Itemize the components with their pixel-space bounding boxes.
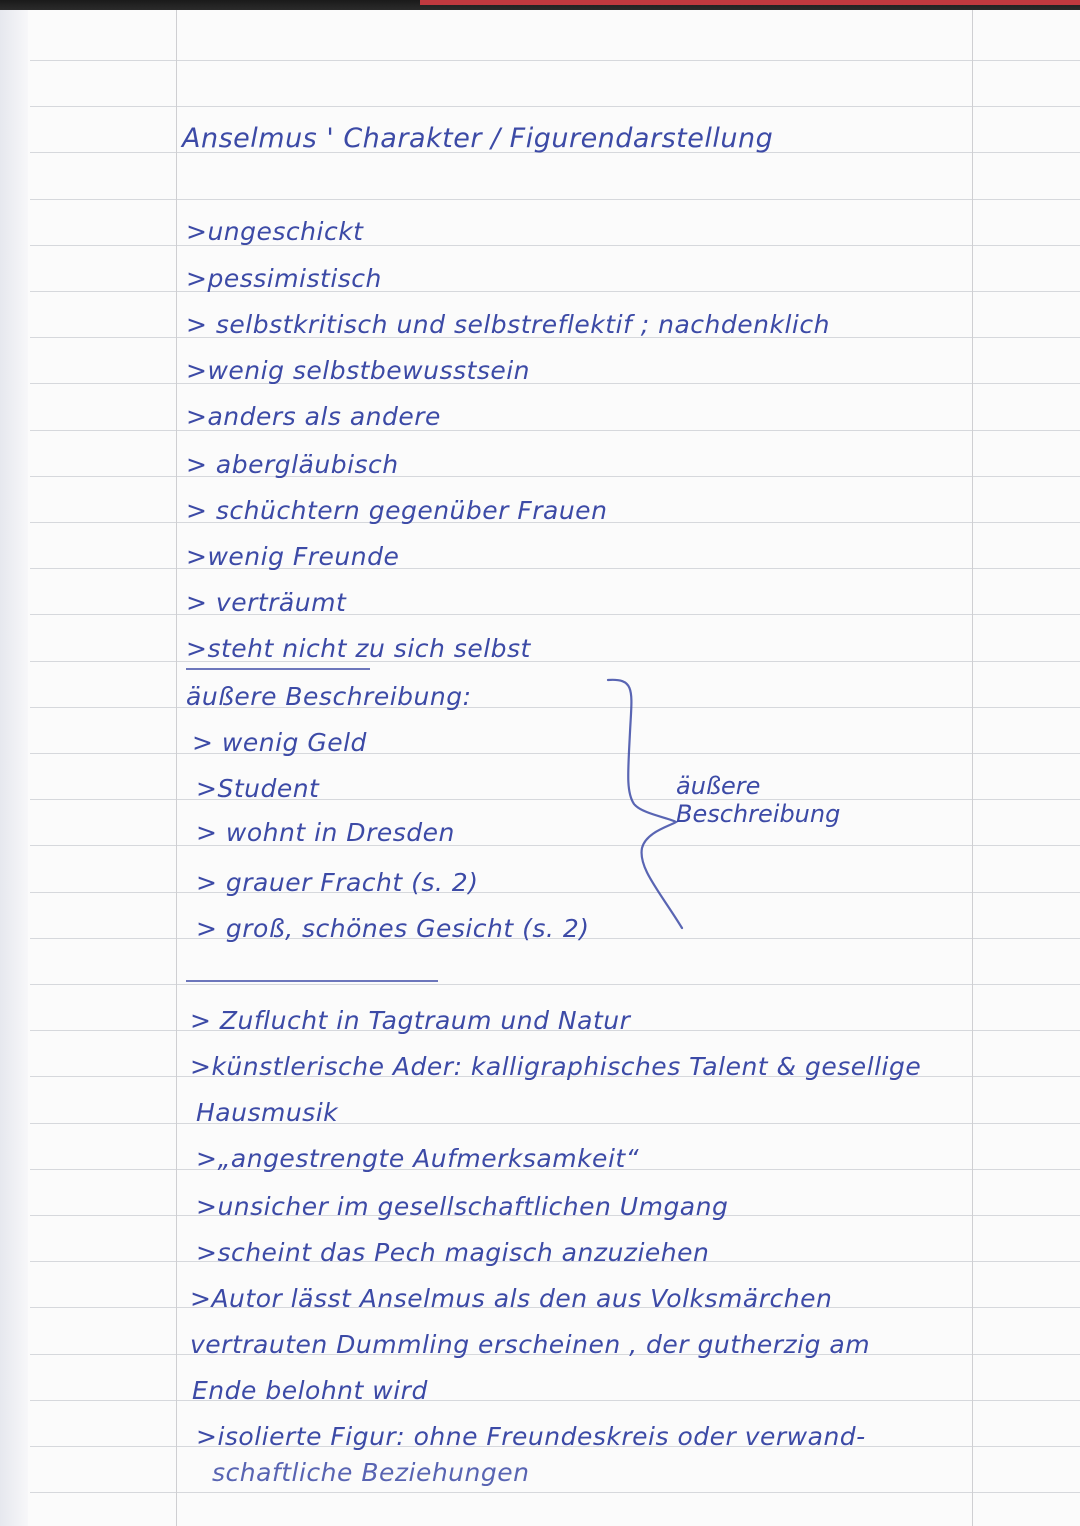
- trait-item: >steht nicht zu sich selbst: [186, 634, 531, 663]
- trait-item: >wenig Freunde: [186, 542, 400, 571]
- ruled-line: [30, 753, 1080, 754]
- note-item: > Zuflucht in Tagtraum und Natur: [190, 1006, 631, 1035]
- note-item: schaftliche Beziehungen: [212, 1458, 530, 1487]
- ruled-line: [30, 892, 1080, 893]
- trait-item: >anders als andere: [186, 402, 441, 431]
- note-item: Ende belohnt wird: [192, 1376, 428, 1405]
- ruled-line: [30, 1400, 1080, 1401]
- scan-top-edge: [0, 0, 1080, 10]
- note-item: vertrauten Dummling erscheinen , der gutherzig am: [190, 1330, 871, 1359]
- ruled-line: [30, 60, 1080, 61]
- trait-item: > selbstkritisch und selbstreflektif ; nachdenklich: [186, 310, 830, 339]
- left-margin-line: [176, 10, 177, 1526]
- ruled-line: [30, 799, 1080, 800]
- right-margin-line: [972, 10, 973, 1526]
- scan-top-red-edge: [420, 0, 1080, 5]
- trait-item: > abergläubisch: [186, 450, 399, 479]
- page-title: Anselmus ' Charakter / Figurendarstellung: [182, 123, 774, 154]
- page-left-edge: [0, 10, 28, 1526]
- note-item: >unsicher im gesellschaftlichen Umgang: [196, 1192, 729, 1221]
- section-heading-outer: äußere Beschreibung:: [186, 682, 472, 711]
- note-item: >künstlerische Ader: kalligraphisches Talent & gesellige: [190, 1052, 922, 1081]
- note-item: Hausmusik: [196, 1098, 339, 1127]
- ruled-line: [30, 845, 1080, 846]
- outer-item: > wohnt in Dresden: [196, 818, 455, 847]
- note-item: >isolierte Figur: ohne Freundeskreis oder verwand-: [196, 1422, 866, 1451]
- ruled-line: [30, 984, 1080, 985]
- trait-item: > schüchtern gegenüber Frauen: [186, 496, 608, 525]
- ruled-line: [30, 1492, 1080, 1493]
- note-item: >„angestrengte Aufmerksamkeit“: [196, 1144, 640, 1173]
- brace-label-line-1: äußere: [676, 772, 761, 800]
- trait-item: >wenig selbstbewusstsein: [186, 356, 531, 385]
- ruled-line: [30, 1123, 1080, 1124]
- outer-item: >Student: [196, 774, 320, 803]
- separator-line: [186, 668, 370, 670]
- outer-item: > grauer Fracht (s. 2): [196, 868, 479, 897]
- trait-item: >ungeschickt: [186, 217, 364, 246]
- trait-item: >pessimistisch: [186, 264, 382, 293]
- separator-line: [186, 980, 438, 982]
- ruled-line: [30, 106, 1080, 107]
- note-item: >Autor lässt Anselmus als den aus Volksmärchen: [190, 1284, 833, 1313]
- outer-item: > groß, schönes Gesicht (s. 2): [196, 914, 590, 943]
- brace-label-line-2: Beschreibung: [676, 800, 841, 828]
- outer-item: > wenig Geld: [192, 728, 367, 757]
- ruled-line: [30, 199, 1080, 200]
- note-item: >scheint das Pech magisch anzuziehen: [196, 1238, 710, 1267]
- trait-item: > verträumt: [186, 588, 347, 617]
